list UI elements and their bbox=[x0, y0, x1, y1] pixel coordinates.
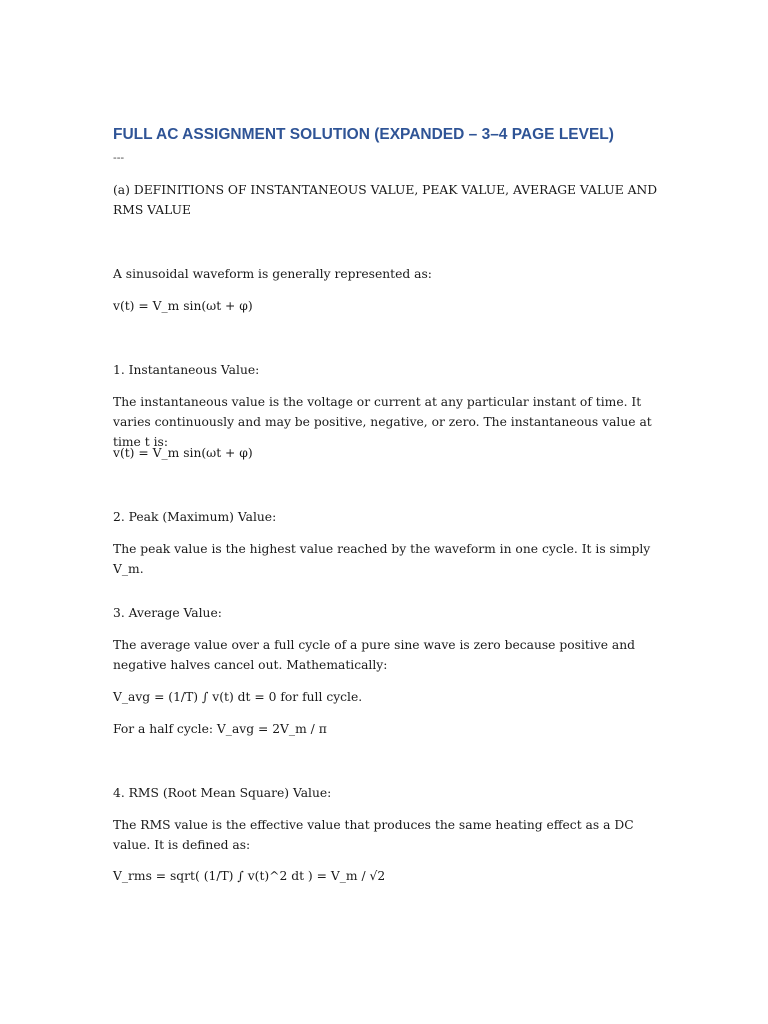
intro-formula: v(t) = V_m sin(ωt + φ) bbox=[113, 299, 253, 313]
document-title: FULL AC ASSIGNMENT SOLUTION (EXPANDED – 3–4 PAGE LEVEL) bbox=[113, 126, 614, 143]
average-formula-half-cycle: For a half cycle: V_avg = 2V_m / π bbox=[113, 722, 327, 736]
peak-text: The peak value is the highest value reached by the waveform in one cycle. It is simply V_m. bbox=[113, 542, 651, 576]
average-text: The average value over a full cycle of a pure sine wave is zero because positive and negative halves cancel out. Mathematically: bbox=[113, 638, 636, 672]
separator-line: --- bbox=[113, 151, 125, 164]
instantaneous-formula: v(t) = V_m sin(ωt + φ) bbox=[113, 446, 253, 460]
rms-formula: V_rms = sqrt( (1/T) ∫ v(t)^2 dt ) = V_m / √2 bbox=[113, 869, 386, 883]
instantaneous-text: The instantaneous value is the voltage or current at any particular instant of time. It varies continuously and may be positive, negative, or zero. The instantaneous value at time t is: bbox=[113, 395, 652, 449]
rms-text: The RMS value is the effective value that produces the same heating effect as a DC value. It is defined as: bbox=[113, 818, 634, 852]
instantaneous-heading: 1. Instantaneous Value: bbox=[113, 363, 260, 377]
average-formula-full-cycle: V_avg = (1/T) ∫ v(t) dt = 0 for full cycle. bbox=[113, 690, 363, 704]
section-heading: (a) DEFINITIONS OF INSTANTANEOUS VALUE, PEAK VALUE, AVERAGE VALUE AND RMS VALUE bbox=[113, 183, 658, 217]
peak-heading: 2. Peak (Maximum) Value: bbox=[113, 510, 277, 524]
average-heading: 3. Average Value: bbox=[113, 606, 222, 620]
intro-text: A sinusoidal waveform is generally represented as: bbox=[113, 267, 432, 281]
rms-heading: 4. RMS (Root Mean Square) Value: bbox=[113, 786, 332, 800]
